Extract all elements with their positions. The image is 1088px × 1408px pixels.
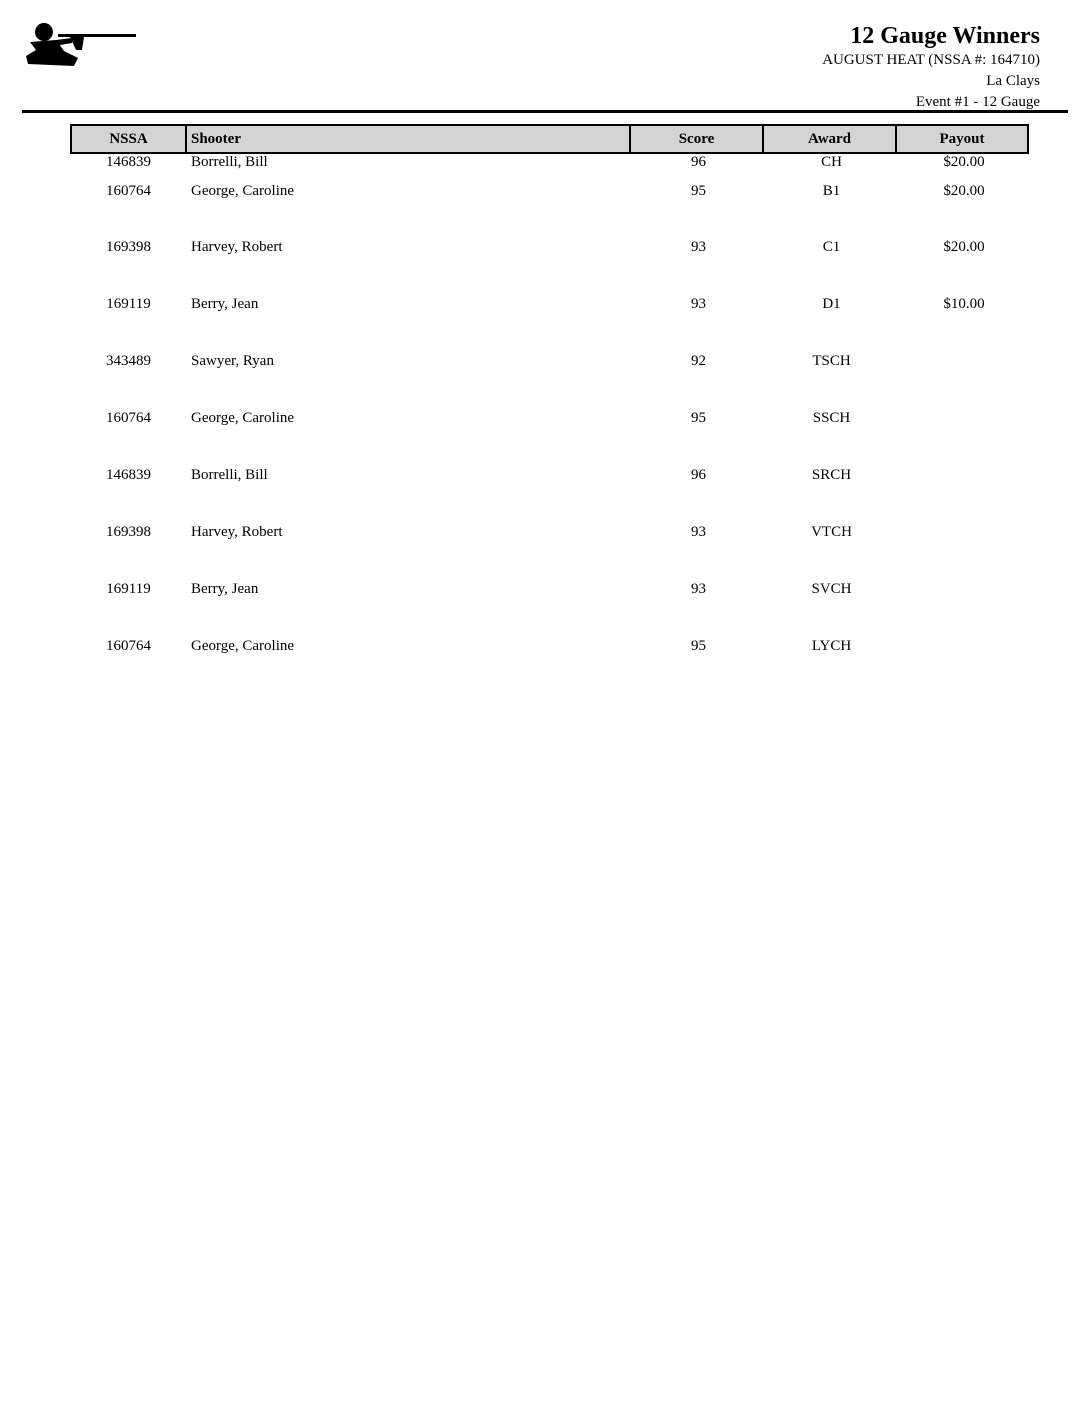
cell-award: C1 — [822, 239, 841, 255]
club-name: La Clays — [986, 73, 1040, 89]
column-header-nssa: NSSA — [70, 124, 187, 154]
column-header-shooter: Shooter — [185, 124, 631, 154]
table-row — [70, 464, 1032, 486]
table-row — [70, 635, 1032, 657]
shoot-name: AUGUST HEAT (NSSA #: 164710) — [822, 52, 1040, 68]
table-row — [70, 407, 1032, 429]
cell-shooter: George, Caroline — [191, 638, 295, 654]
cell-nssa: 169398 — [106, 239, 151, 255]
cell-award: CH — [821, 154, 842, 170]
cell-score: 96 — [691, 467, 706, 483]
cell-shooter: Berry, Jean — [191, 296, 259, 312]
cell-nssa: 160764 — [106, 183, 151, 199]
cell-score: 93 — [691, 581, 706, 597]
cell-nssa: 169119 — [106, 581, 151, 597]
cell-award: SRCH — [811, 467, 852, 483]
shooter-with-shotgun-icon — [22, 20, 138, 70]
report-title: 12 Gauge Winners — [850, 23, 1040, 49]
cell-shooter: Borrelli, Bill — [191, 154, 268, 170]
cell-shooter: George, Caroline — [191, 410, 295, 426]
cell-payout: $20.00 — [943, 239, 985, 255]
cell-nssa: 146839 — [106, 467, 151, 483]
cell-score: 96 — [691, 154, 706, 170]
cell-score: 95 — [691, 638, 706, 654]
report-header — [822, 22, 1040, 113]
table-row — [70, 293, 1032, 315]
cell-shooter: Harvey, Robert — [191, 524, 283, 540]
cell-score: 93 — [691, 239, 706, 255]
cell-shooter: George, Caroline — [191, 183, 295, 199]
cell-payout: $20.00 — [943, 183, 985, 199]
column-header-award: Award — [762, 124, 897, 154]
cell-score: 92 — [691, 353, 706, 369]
cell-award: VTCH — [811, 524, 852, 540]
cell-award: SVCH — [811, 581, 852, 597]
table-row — [70, 350, 1032, 372]
table-row — [70, 236, 1032, 258]
cell-nssa: 160764 — [106, 410, 151, 426]
column-header-payout: Payout — [895, 124, 1029, 154]
cell-score: 93 — [691, 524, 706, 540]
cell-shooter: Harvey, Robert — [191, 239, 283, 255]
cell-shooter: Berry, Jean — [191, 581, 259, 597]
cell-award: SSCH — [812, 410, 851, 426]
table-row — [70, 180, 1032, 202]
cell-score: 95 — [691, 410, 706, 426]
cell-nssa: 146839 — [106, 154, 151, 170]
cell-nssa: 169119 — [106, 296, 151, 312]
header-divider — [22, 110, 1068, 113]
event-name: Event #1 - 12 Gauge — [915, 94, 1040, 110]
table-row — [70, 151, 1032, 173]
cell-award: LYCH — [811, 638, 852, 654]
table-row — [70, 521, 1032, 543]
cell-payout: $20.00 — [943, 154, 985, 170]
cell-nssa: 160764 — [106, 638, 151, 654]
table-row — [70, 578, 1032, 600]
cell-shooter: Sawyer, Ryan — [191, 353, 274, 369]
column-header-score: Score — [629, 124, 764, 154]
cell-payout: $10.00 — [943, 296, 985, 312]
cell-nssa: 169398 — [106, 524, 151, 540]
cell-score: 93 — [691, 296, 706, 312]
cell-shooter: Borrelli, Bill — [191, 467, 268, 483]
cell-award: D1 — [822, 296, 841, 312]
cell-score: 95 — [691, 183, 706, 199]
cell-nssa: 343489 — [106, 353, 151, 369]
table-header — [70, 124, 1032, 154]
cell-award: B1 — [822, 183, 841, 199]
cell-award: TSCH — [812, 353, 851, 369]
